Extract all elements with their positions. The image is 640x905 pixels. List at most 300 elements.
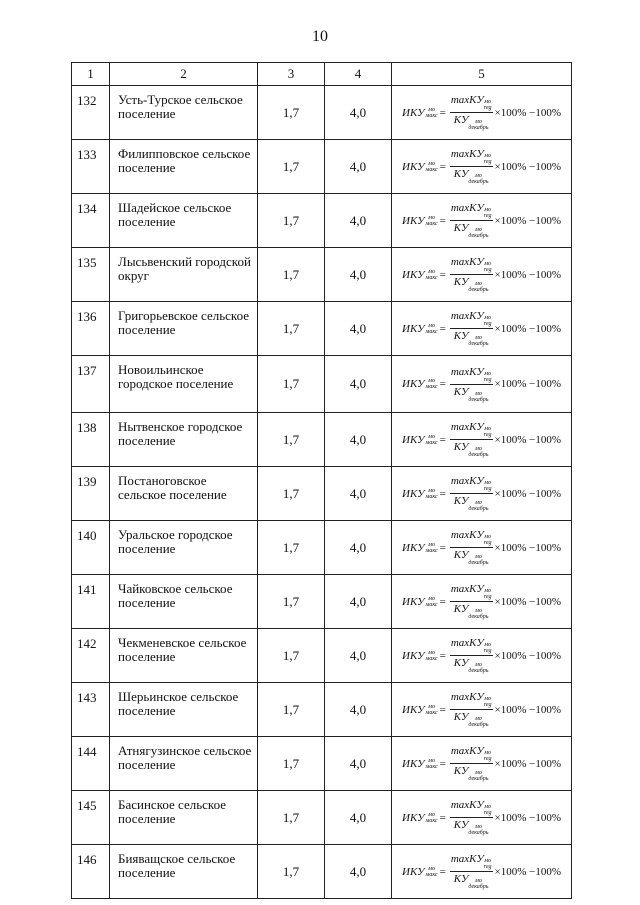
formula [402,421,561,458]
formula-numerator-sub: reg [483,267,492,273]
column-3-value: 1,7 [258,86,325,140]
formula-lhs-symbol: ИКУ [402,703,425,716]
row-number: 139 [72,467,110,521]
municipality-name: Нытвенское городское поселение [110,413,258,467]
formula-lhs-sub: макс [425,274,438,281]
table-row [72,248,572,302]
formula-cell [392,737,572,791]
column-3-value: 1,7 [258,791,325,845]
formula-denominator-sup: мо [475,335,482,341]
formula-numerator-sup: мо [484,153,492,159]
formula-denominator-sup: мо [475,878,482,884]
formula-lhs [402,812,438,824]
row-number: 132 [72,86,110,140]
formula-denominator-symbol: КУ [453,765,469,777]
formula-cell [392,791,572,845]
formula-numerator-sub: reg [483,376,492,383]
formula-denominator-sup: мо [475,608,482,614]
row-number: 137 [72,356,110,413]
formula-lhs-symbol: ИКУ [402,541,425,554]
formula-denominator-sup: мо [475,281,482,287]
formula-lhs-sup: мо [428,322,435,329]
formula-equals: = [439,703,446,716]
formula-tail: ×100% −100% [494,811,561,824]
municipality-name: Лысьвенский городской округ [110,248,258,302]
formula-denominator-symbol: КУ [453,222,469,234]
table-row [72,194,572,248]
column-4-value: 4,0 [325,791,392,845]
formula-lhs-sup: мо [428,865,435,872]
table-row [72,791,572,845]
formula-lhs [402,704,438,716]
formula [402,94,561,131]
formula-lhs [402,378,438,390]
formula-denominator-sub: декабрь [468,776,489,782]
formula-lhs-sup: мо [428,214,435,221]
formula-numerator-sub: reg [483,432,492,438]
formula-equals: = [439,649,446,662]
formula-equals: = [439,106,446,119]
formula-numerator-symbol: maxКУ [450,365,484,378]
formula-denominator-symbol: КУ [453,114,469,126]
formula-fraction [450,583,493,620]
municipality-name: Новоильинское городское поселение [110,356,258,413]
formula-tail: ×100% −100% [494,214,561,227]
formula-numerator-symbol: maxКУ [450,94,484,106]
formula-numerator-sup: мо [484,804,492,810]
formula-fraction [450,799,493,836]
formula-denominator-sup: мо [475,500,482,506]
formula-denominator-sub: декабрь [468,125,489,131]
municipality-name: Чайковское сельское поселение [110,575,258,629]
table-body [72,86,572,899]
formula-numerator-symbol: maxКУ [450,475,484,487]
formula-denominator-symbol: КУ [453,276,469,288]
formula-denominator [454,494,489,512]
formula-numerator-sup: мо [484,207,492,213]
formula-denominator-sub: декабрь [468,830,489,836]
formula-lhs [402,434,438,446]
municipality-name: Бияващское сельское поселение [110,845,258,899]
formula-numerator [450,799,493,818]
formula-denominator-sup: мо [475,770,482,776]
formula-denominator [454,872,489,890]
formula-lhs-sub: макс [425,328,438,335]
formula-numerator [450,366,493,385]
formula [402,475,561,512]
formula-numerator-sup: мо [484,642,492,648]
formula-denominator-symbol: КУ [453,385,469,398]
column-3-value: 1,7 [258,413,325,467]
column-header: 1 [72,63,110,86]
formula-cell [392,629,572,683]
formula-lhs-sup: мо [428,649,435,656]
formula-lhs-sup: мо [428,811,435,818]
formula-lhs [402,866,438,878]
table-row [72,629,572,683]
formula-numerator-sup: мо [484,696,492,702]
formula-numerator-sub: reg [483,159,492,165]
formula-lhs-sup: мо [428,378,435,384]
formula-numerator [450,256,493,275]
formula-tail: ×100% −100% [494,322,561,335]
municipality-name: Шерьинское сельское поселение [110,683,258,737]
table-row [72,575,572,629]
column-4-value: 4,0 [325,521,392,575]
formula-numerator-symbol: maxКУ [450,745,484,757]
formula-denominator-sup: мо [475,119,482,125]
page-number: 10 [312,28,328,45]
formula-denominator-sub: декабрь [468,506,489,512]
formula-tail: ×100% −100% [494,433,561,446]
formula-equals: = [439,160,446,173]
column-3-value: 1,7 [258,845,325,899]
formula-tail: ×100% −100% [494,378,561,390]
formula-cell [392,845,572,899]
column-3-value: 1,7 [258,248,325,302]
formula-denominator-symbol: КУ [453,657,469,669]
formula-lhs-sub: макс [425,547,438,554]
formula-tail: ×100% −100% [494,160,561,173]
formula-cell [392,356,572,413]
column-4-value: 4,0 [325,248,392,302]
formula-fraction [450,745,493,782]
table-row [72,845,572,899]
column-3-value: 1,7 [258,629,325,683]
formula-equals: = [439,322,446,335]
column-4-value: 4,0 [325,194,392,248]
formula [402,691,561,728]
table-row [72,140,572,194]
table-row [72,356,572,413]
formula-lhs-symbol: ИКУ [402,106,425,119]
formula [402,745,561,782]
formula-denominator-symbol: КУ [453,441,469,453]
column-header: 4 [325,63,392,86]
formula-tail: ×100% −100% [494,268,561,281]
formula-denominator [454,275,489,293]
column-3-value: 1,7 [258,356,325,413]
formula-numerator-sub: reg [483,756,492,762]
formula-lhs-symbol: ИКУ [402,757,425,770]
formula-denominator-sub: декабрь [468,668,489,674]
formula-numerator [450,637,493,656]
formula [402,366,561,403]
formula-cell [392,521,572,575]
formula-denominator-sub: декабрь [468,287,489,293]
formula-numerator-symbol: maxКУ [450,583,484,595]
formula-denominator [454,818,489,836]
formula-lhs [402,488,438,500]
formula-equals: = [439,865,446,878]
formula-cell [392,575,572,629]
formula [402,148,561,185]
table-row [72,413,572,467]
formula-tail: ×100% −100% [494,865,561,878]
formula-lhs [402,161,438,173]
formula-fraction [450,310,493,347]
formula-fraction [450,637,493,674]
municipality-name: Григорьевское сельское поселение [110,302,258,356]
municipality-name: Филипповское сельское поселение [110,140,258,194]
formula-lhs-sup: мо [428,160,435,167]
formula-lhs-symbol: ИКУ [402,322,425,335]
formula-lhs-symbol: ИКУ [402,649,425,662]
formula-lhs-symbol: ИКУ [402,160,425,173]
formula-numerator [450,853,493,872]
column-4-value: 4,0 [325,683,392,737]
row-number: 146 [72,845,110,899]
formula-denominator-sub: декабрь [468,396,489,403]
formula-lhs [402,650,438,662]
table-row [72,467,572,521]
municipality-name: Басинское сельское поселение [110,791,258,845]
formula-lhs-symbol: ИКУ [402,811,425,824]
formula-denominator-symbol: КУ [453,549,469,561]
formula-numerator [450,94,493,113]
row-number: 140 [72,521,110,575]
formula-denominator-sub: декабрь [468,341,489,347]
column-3-value: 1,7 [258,302,325,356]
formula-lhs-sup: мо [428,433,435,440]
formula-numerator-sub: reg [483,105,492,111]
municipality-name: Усть-Турское сельское поселение [110,86,258,140]
municipality-name: Чекменевское сельское поселение [110,629,258,683]
column-4-value: 4,0 [325,629,392,683]
formula-equals: = [439,487,446,500]
formula-numerator [450,310,493,329]
data-table [71,62,572,899]
formula-numerator [450,529,493,548]
formula-denominator-symbol: КУ [453,495,469,507]
formula-numerator-sub: reg [483,540,492,546]
formula-equals: = [439,811,446,824]
formula-lhs-symbol: ИКУ [402,487,425,500]
formula-equals: = [439,541,446,554]
formula-fraction [450,366,493,403]
formula-lhs-sup: мо [428,703,435,710]
formula-tail: ×100% −100% [494,106,561,119]
column-4-value: 4,0 [325,575,392,629]
formula-numerator-symbol: maxКУ [450,202,484,214]
formula-lhs-symbol: ИКУ [402,214,425,227]
formula-numerator-sup: мо [484,750,492,756]
table-row [72,737,572,791]
table-row [72,86,572,140]
formula-lhs-symbol: ИКУ [402,268,425,281]
formula-denominator [454,764,489,782]
column-3-value: 1,7 [258,467,325,521]
column-3-value: 1,7 [258,737,325,791]
column-3-value: 1,7 [258,521,325,575]
formula-equals: = [439,378,446,390]
formula-denominator [454,710,489,728]
formula-denominator [454,167,489,185]
column-3-value: 1,7 [258,683,325,737]
formula-equals: = [439,757,446,770]
formula-denominator [454,602,489,620]
column-header: 2 [110,63,258,86]
formula-lhs-sub: макс [425,709,438,716]
formula-denominator-sup: мо [475,390,482,397]
formula-numerator-sub: reg [483,864,492,870]
formula-fraction [450,202,493,239]
formula [402,853,561,890]
formula-numerator [450,691,493,710]
formula-denominator [454,656,489,674]
formula-denominator-sub: декабрь [468,233,489,239]
formula-equals: = [439,595,446,608]
formula-lhs [402,323,438,335]
formula-numerator-symbol: maxКУ [450,421,484,433]
formula-numerator-symbol: maxКУ [450,691,484,703]
column-3-value: 1,7 [258,140,325,194]
formula-denominator [454,548,489,566]
formula-fraction [450,853,493,890]
formula-numerator-sub: reg [483,594,492,600]
formula-lhs [402,107,438,119]
formula-tail: ×100% −100% [494,757,561,770]
row-number: 144 [72,737,110,791]
formula [402,310,561,347]
row-number: 134 [72,194,110,248]
formula-denominator-sup: мо [475,554,482,560]
formula-numerator [450,202,493,221]
row-number: 138 [72,413,110,467]
row-number: 135 [72,248,110,302]
formula-tail: ×100% −100% [494,595,561,608]
formula-tail: ×100% −100% [494,703,561,716]
municipality-name: Постаноговское сельское поселение [110,467,258,521]
municipality-name: Атнягузинское сельское поселение [110,737,258,791]
formula-equals: = [439,214,446,227]
formula-numerator-sub: reg [483,321,492,327]
table-row [72,302,572,356]
formula-lhs-sub: макс [425,817,438,824]
formula-denominator-sup: мо [475,716,482,722]
formula-lhs-sup: мо [428,268,435,275]
formula-numerator [450,148,493,167]
table-row [72,683,572,737]
formula-denominator-sup: мо [475,446,482,452]
row-number: 141 [72,575,110,629]
formula-lhs-symbol: ИКУ [402,865,425,878]
formula-numerator [450,475,493,494]
formula-cell [392,248,572,302]
formula-denominator-symbol: КУ [453,711,469,723]
formula-numerator-sup: мо [484,858,492,864]
column-4-value: 4,0 [325,302,392,356]
column-3-value: 1,7 [258,575,325,629]
formula [402,256,561,293]
column-3-value: 1,7 [258,194,325,248]
row-number: 143 [72,683,110,737]
formula-tail: ×100% −100% [494,649,561,662]
formula-lhs-sup: мо [428,487,435,494]
formula-lhs-sub: макс [425,220,438,227]
row-number: 145 [72,791,110,845]
formula-lhs-sub: макс [425,493,438,500]
formula-cell [392,194,572,248]
formula-fraction [450,691,493,728]
formula-numerator-sup: мо [484,534,492,540]
formula-lhs-sup: мо [428,106,435,113]
formula-lhs-sub: макс [425,763,438,770]
formula [402,583,561,620]
formula-numerator-symbol: maxКУ [450,256,484,268]
formula-lhs-sub: макс [425,166,438,173]
formula-denominator-sup: мо [475,173,482,179]
formula-numerator-sub: reg [483,486,492,492]
formula-denominator [454,113,489,131]
formula-numerator-sub: reg [483,648,492,654]
formula-denominator-symbol: КУ [453,330,469,342]
formula-denominator-sub: декабрь [468,560,489,566]
formula-cell [392,467,572,521]
formula-denominator [454,385,489,403]
formula-tail: ×100% −100% [494,541,561,554]
formula-lhs-sub: макс [425,384,438,390]
municipality-name: Шадейское сельское поселение [110,194,258,248]
formula-lhs [402,758,438,770]
formula-lhs-sup: мо [428,541,435,548]
formula-denominator-symbol: КУ [453,819,469,831]
formula-fraction [450,148,493,185]
table-row [72,521,572,575]
row-number: 136 [72,302,110,356]
formula-fraction [450,421,493,458]
formula-lhs [402,215,438,227]
formula-numerator-sup: мо [484,426,492,432]
column-4-value: 4,0 [325,356,392,413]
formula [402,529,561,566]
column-4-value: 4,0 [325,86,392,140]
column-4-value: 4,0 [325,845,392,899]
formula-fraction [450,475,493,512]
formula-numerator-sup: мо [484,99,492,105]
formula-equals: = [439,433,446,446]
formula-cell [392,140,572,194]
row-number: 142 [72,629,110,683]
column-4-value: 4,0 [325,140,392,194]
formula-lhs-sub: макс [425,655,438,662]
formula-numerator [450,583,493,602]
formula-numerator-sup: мо [484,370,492,377]
formula-denominator-symbol: КУ [453,873,469,885]
formula-numerator-sup: мо [484,261,492,267]
formula-denominator-sub: декабрь [468,614,489,620]
formula-lhs [402,269,438,281]
formula-denominator [454,221,489,239]
formula-fraction [450,529,493,566]
formula-cell [392,413,572,467]
formula-lhs-symbol: ИКУ [402,378,425,390]
formula-numerator-symbol: maxКУ [450,148,484,160]
formula-numerator-symbol: maxКУ [450,529,484,541]
formula-numerator-symbol: maxКУ [450,799,484,811]
formula-denominator-sup: мо [475,662,482,668]
header-row [72,63,572,86]
formula-lhs-sub: макс [425,601,438,608]
formula-denominator-sub: декабрь [468,884,489,890]
formula-numerator-symbol: maxКУ [450,310,484,322]
formula-numerator [450,745,493,764]
formula-numerator-sub: reg [483,213,492,219]
formula-numerator-sup: мо [484,480,492,486]
formula [402,202,561,239]
formula-lhs-sup: мо [428,595,435,602]
formula [402,799,561,836]
